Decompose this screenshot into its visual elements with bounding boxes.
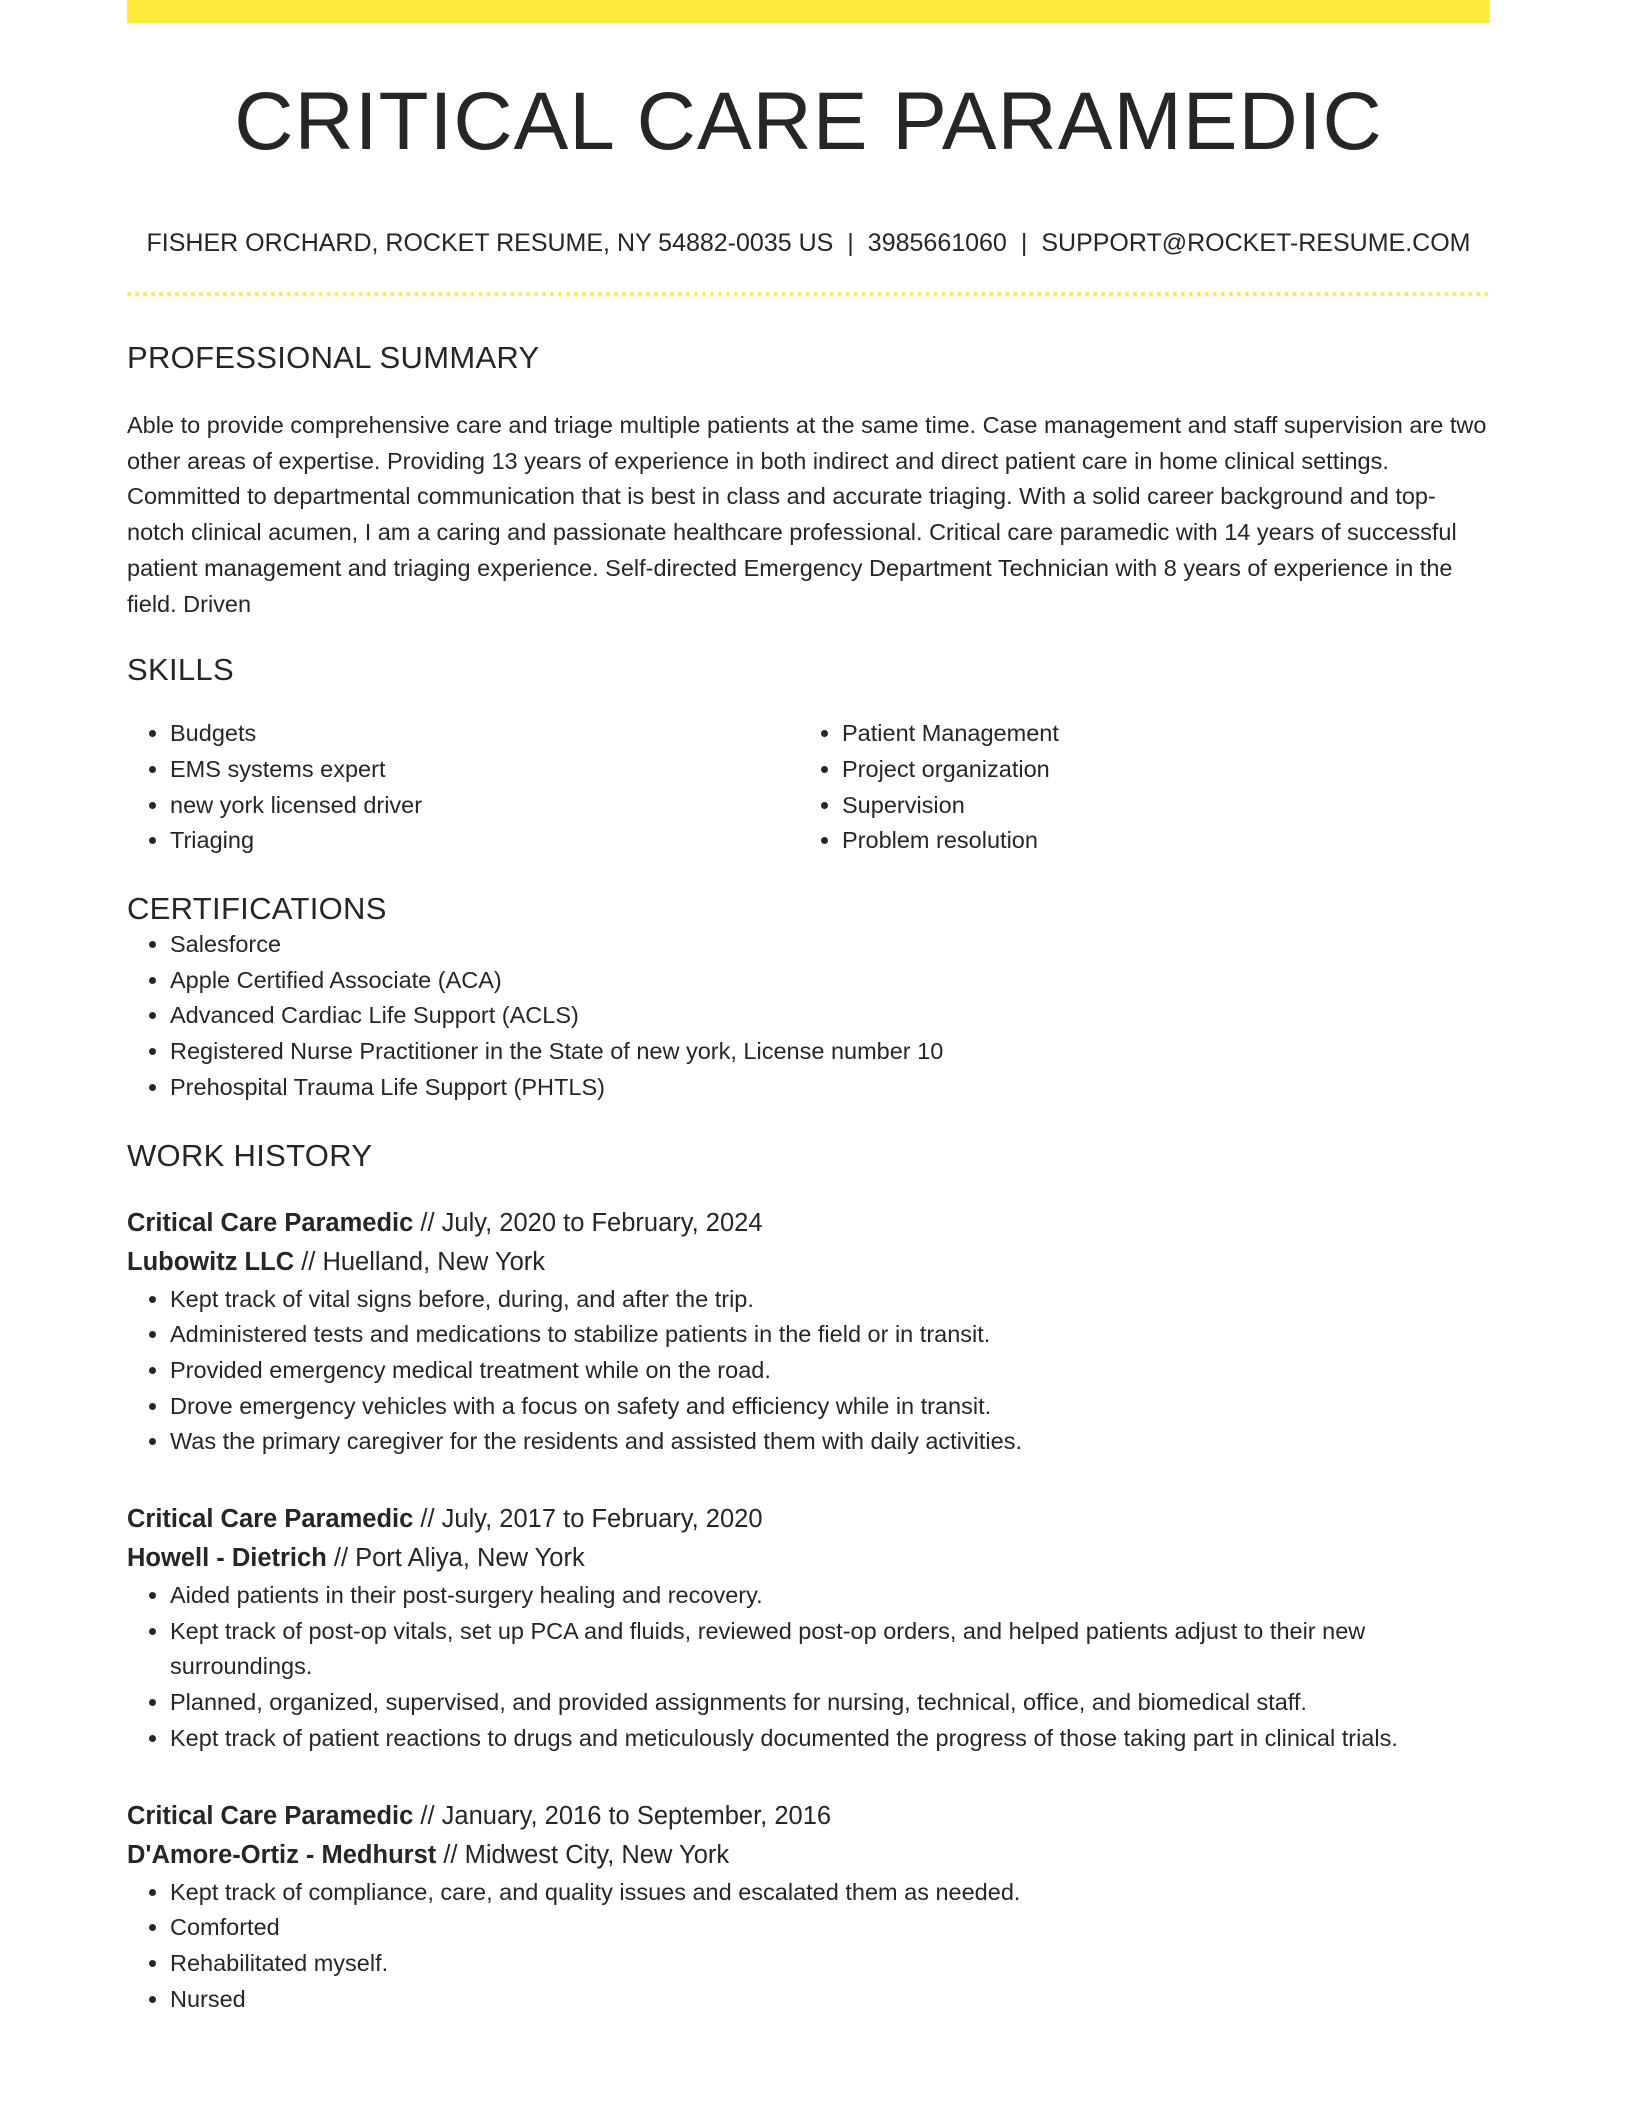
job-company-line (127, 1539, 1490, 1578)
job-dates: // July, 2017 to February, 2020 (413, 1505, 763, 1534)
job-duty-item: • Kept track of post-op vitals, set up PCA and fluids, reviewed post-op orders, and helped patients adjust to their new surroundings. (170, 1614, 1490, 1685)
job-dates: // January, 2016 to September, 2016 (413, 1801, 832, 1830)
dotted-divider (127, 292, 1490, 296)
job-duties-list (127, 1875, 1490, 2018)
job-duty-item: • Aided patients in their post-surgery healing and recovery. (170, 1578, 1490, 1614)
certifications-heading: CERTIFICATIONS (127, 891, 387, 927)
job-duty-item: • Rehabilitated myself. (170, 1946, 1490, 1982)
certification-item: • Registered Nurse Practitioner in the State of new york, License number 10 (170, 1034, 1490, 1070)
job-entry (127, 1500, 1490, 1757)
job-company-line (127, 1836, 1490, 1875)
job-role: Critical Care Paramedic (127, 1208, 414, 1237)
certification-item: • Prehospital Trauma Life Support (PHTLS) (170, 1070, 1490, 1106)
job-location: // Huelland, New York (294, 1247, 546, 1276)
job-company: Howell - Dietrich (127, 1544, 327, 1573)
job-duty-item: • Kept track of patient reactions to drugs and meticulously documented the progress of those taking part in clinical trials. (170, 1721, 1490, 1757)
job-duty-item: • Kept track of compliance, care, and quality issues and escalated them as needed. (170, 1875, 1490, 1911)
skills-column-right (799, 716, 1471, 859)
work-history-heading: WORK HISTORY (127, 1137, 373, 1173)
job-role: Critical Care Paramedic (127, 1505, 414, 1534)
certifications-list (127, 927, 1490, 1106)
contact-phone: 3985661060 (867, 229, 1007, 257)
job-duties-list (127, 1578, 1490, 1757)
job-company: D'Amore-Ortiz - Medhurst (127, 1840, 437, 1869)
skill-item: • Problem resolution (842, 823, 1471, 859)
job-duty-item: • Nursed (170, 1982, 1490, 2018)
resume-page (127, 0, 1490, 2017)
summary-text: Able to provide comprehensive care and triage multiple patients at the same time. Case management and staff supervision are two other areas of expertise. Providing 13 years of experience in both indirect and direct patient care in home clinical settings. Committed to departmental communication that is best in class and accurate triaging. With a solid career background and top-notch clinical acumen, I am a caring and passionate healthcare professional. Critical care paramedic with 14 years of successful patient management and triaging experience. Self-directed Emergency Department Technician with 8 years of experience in the field. Driven (127, 412, 1487, 617)
skill-item: • new york licensed driver (170, 788, 799, 824)
skills-grid (127, 716, 1490, 859)
job-title-line (127, 1500, 1490, 1539)
job-dates: // July, 2020 to February, 2024 (413, 1208, 763, 1237)
job-duty-item: • Planned, organized, supervised, and provided assignments for nursing, technical, office, and biomedical staff. (170, 1685, 1490, 1721)
job-title-line (127, 1204, 1490, 1243)
job-duties-list (127, 1282, 1490, 1461)
certification-item: • Salesforce (170, 927, 1490, 963)
summary-heading: PROFESSIONAL SUMMARY (127, 340, 540, 375)
job-duty-item: • Comforted (170, 1910, 1490, 1946)
job-duty-item: • Provided emergency medical treatment while on the road. (170, 1353, 1490, 1389)
accent-top-bar (127, 0, 1490, 23)
job-company: Lubowitz LLC (127, 1247, 295, 1276)
job-location: // Port Aliya, New York (326, 1544, 585, 1573)
skill-item: • Budgets (170, 716, 799, 752)
skills-column-left (127, 716, 799, 859)
job-duty-item: • Administered tests and medications to stabilize patients in the field or in transit. (170, 1317, 1490, 1353)
job-location: // Midwest City, New York (436, 1840, 730, 1869)
contact-address: FISHER ORCHARD, ROCKET RESUME, NY 54882-0035 US (146, 229, 834, 257)
contact-separator: | (847, 229, 854, 257)
skill-item: • EMS systems expert (170, 752, 799, 788)
skill-item: • Triaging (170, 823, 799, 859)
job-duty-item: • Drove emergency vehicles with a focus on safety and efficiency while in transit. (170, 1389, 1490, 1425)
skill-item: • Supervision (842, 788, 1471, 824)
contact-line (127, 229, 1490, 258)
resume-name: CRITICAL CARE PARAMEDIC (234, 76, 1383, 167)
contact-email: SUPPORT@ROCKET-RESUME.COM (1041, 229, 1471, 257)
job-entry (127, 1204, 1490, 1461)
skills-heading: SKILLS (127, 652, 234, 688)
certification-item: • Advanced Cardiac Life Support (ACLS) (170, 998, 1490, 1034)
contact-separator: | (1020, 229, 1028, 257)
skill-item: • Patient Management (842, 716, 1471, 752)
job-role: Critical Care Paramedic (127, 1801, 414, 1830)
job-entry (127, 1797, 1490, 2018)
job-company-line (127, 1243, 1490, 1282)
job-title-line (127, 1797, 1490, 1836)
job-duty-item: • Kept track of vital signs before, during, and after the trip. (170, 1282, 1490, 1318)
skill-item: • Project organization (842, 752, 1471, 788)
job-duty-item: • Was the primary caregiver for the residents and assisted them with daily activities. (170, 1424, 1490, 1460)
certification-item: • Apple Certified Associate (ACA) (170, 963, 1490, 999)
